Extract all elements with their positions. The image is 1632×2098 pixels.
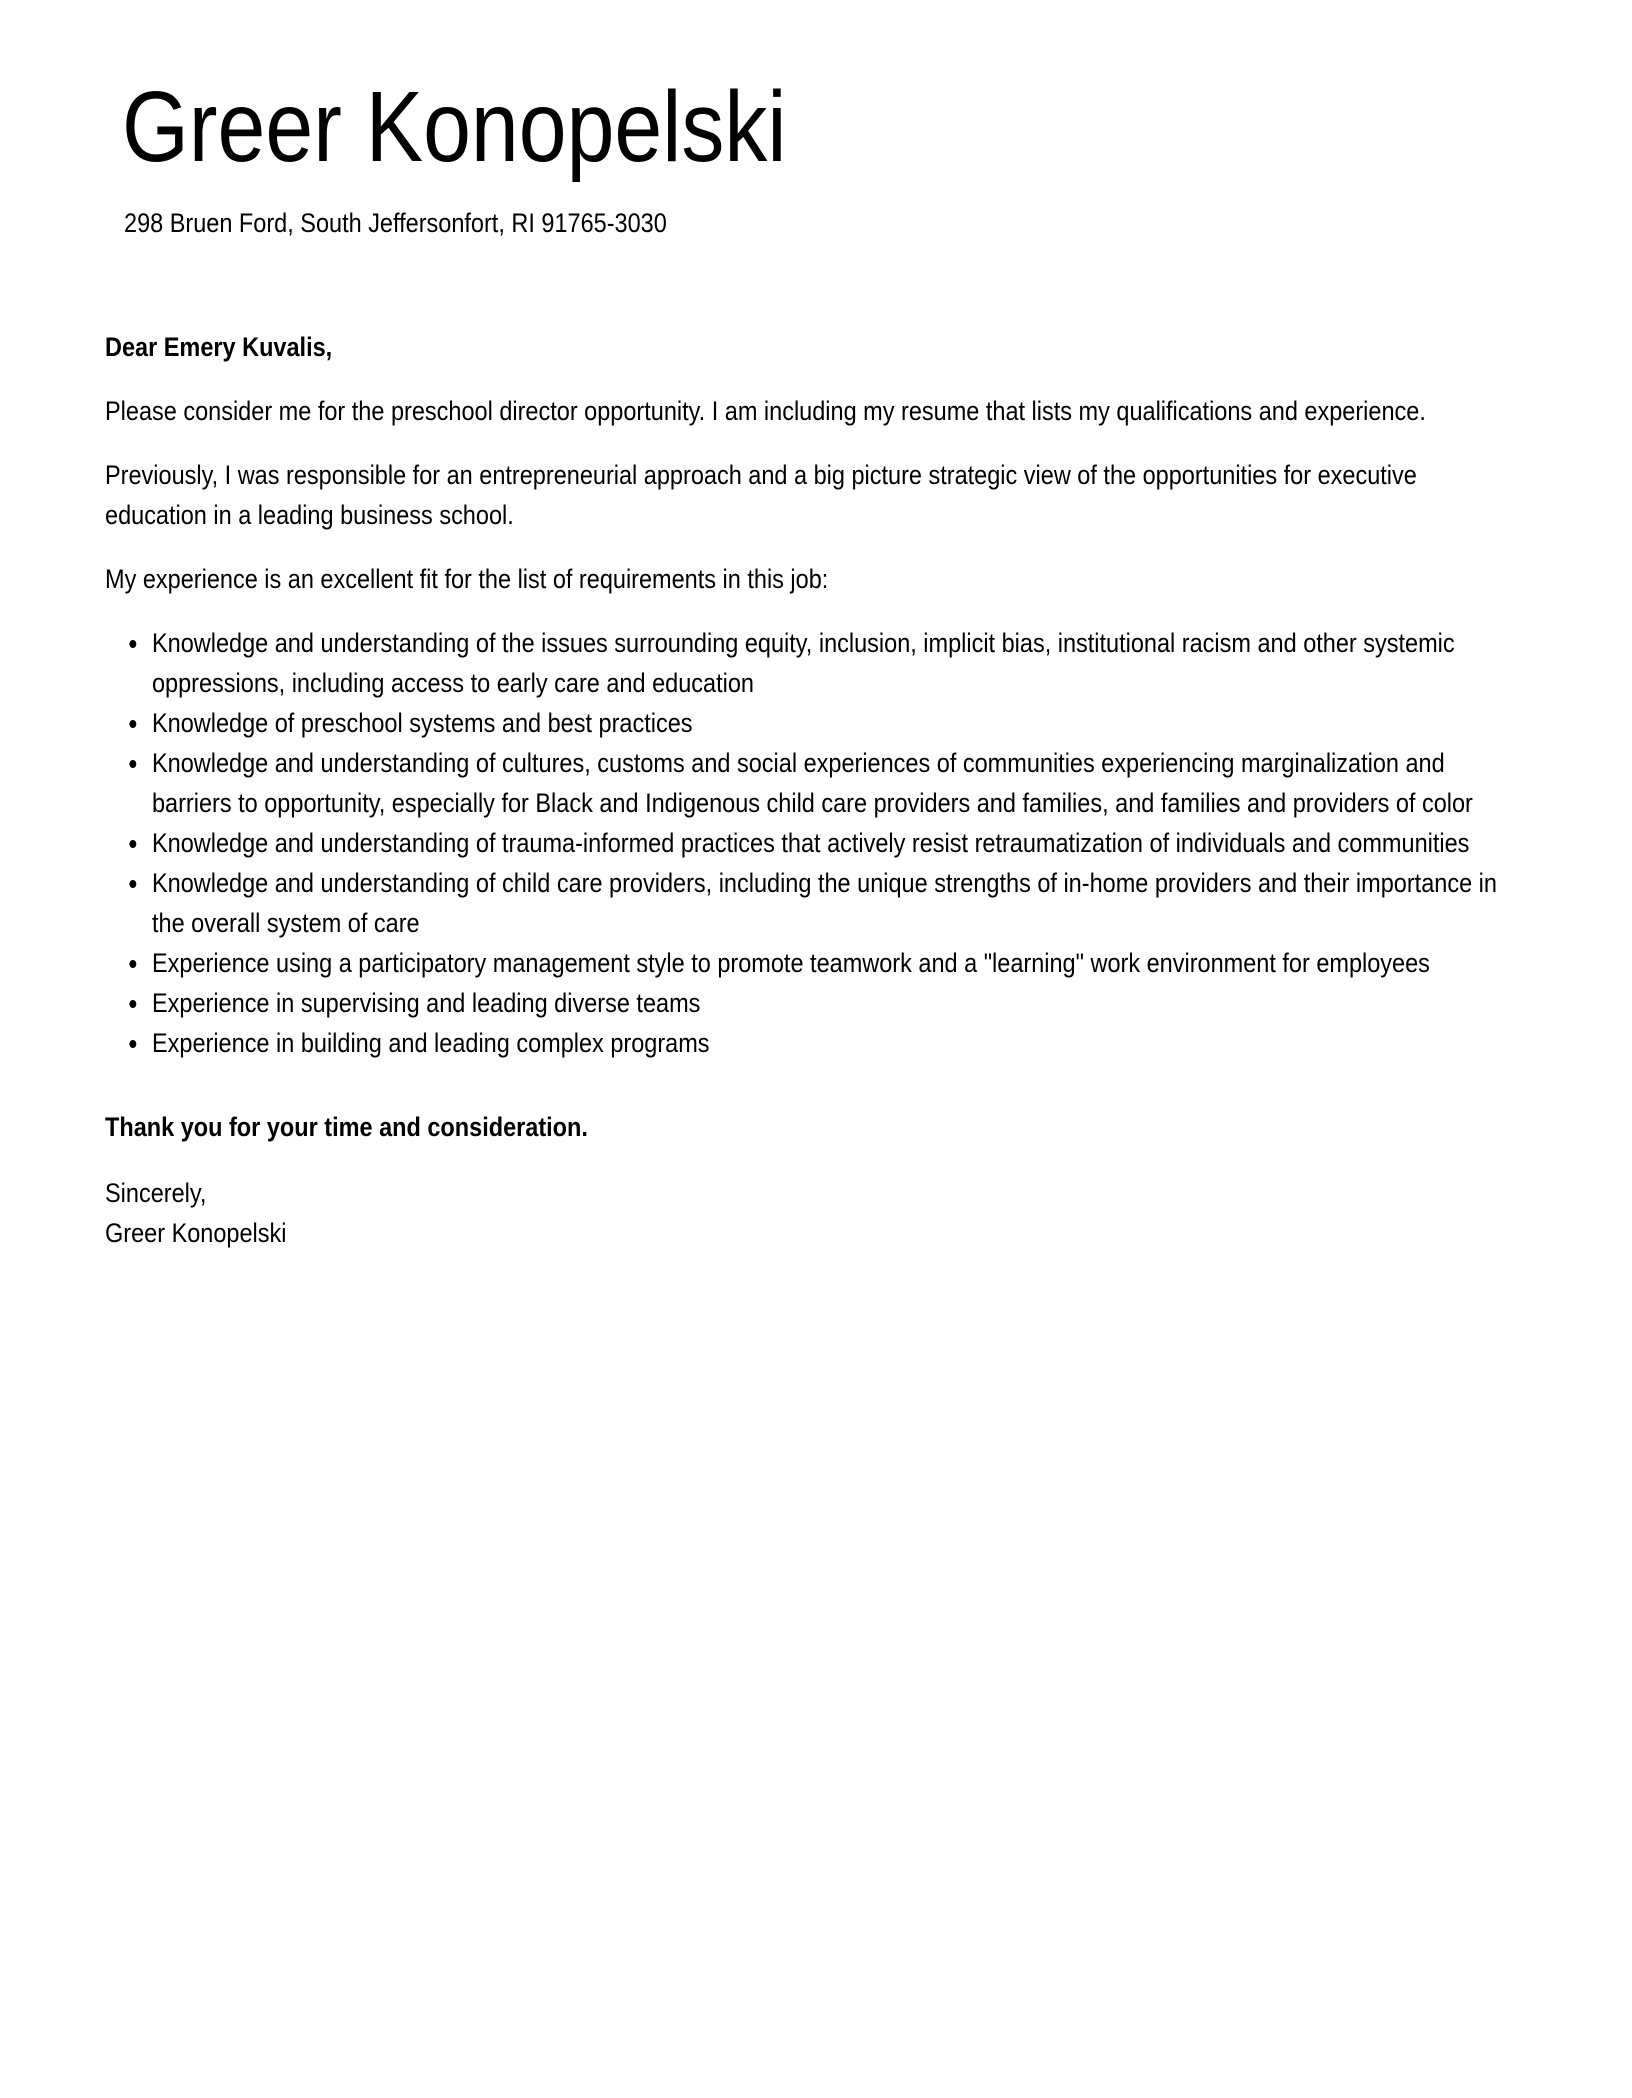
applicant-address: 298 Bruen Ford, South Jeffersonfort, RI 91765-3030 (124, 208, 667, 238)
list-item-text: Knowledge and understanding of trauma-informed practices that actively resist retraumatization of individuals and communities (151, 828, 1470, 858)
list-item-text: Experience using a participatory management style to promote teamwork and a "learning" work environment for employees (151, 948, 1430, 978)
bullet-dot-icon (129, 880, 136, 888)
signature: Greer Konopelski (105, 1218, 287, 1248)
bullet-dot-icon (129, 640, 136, 648)
bullet-dot-icon (129, 960, 136, 968)
list-item (152, 943, 1525, 983)
applicant-name: Greer Konopelski (122, 71, 787, 183)
bullet-dot-icon (129, 760, 136, 768)
bullet-dot-icon (129, 1000, 136, 1008)
list-item-text: Knowledge and understanding of cultures, customs and social experiences of communities experiencing marginalization and barriers to opportunity, especially for Black and Indigenous child care providers and families, and families and providers of color (151, 748, 1473, 818)
list-item (152, 743, 1525, 823)
paragraph-previous-experience: Previously, I was responsible for an entrepreneurial approach and a big picture strategic view of the opportunities for executive education in a leading business school. (105, 460, 1417, 530)
list-item (152, 983, 1525, 1023)
requirements-list (105, 623, 1525, 1063)
list-item-text: Experience in building and leading complex programs (151, 1028, 710, 1058)
salutation: Dear Emery Kuvalis, (105, 332, 333, 362)
paragraph-requirements-lead: My experience is an excellent fit for the list of requirements in this job: (105, 564, 829, 594)
list-item-text: Knowledge and understanding of child care providers, including the unique strengths of in-home providers and their importance in the overall system of care (151, 868, 1497, 938)
signoff-block (105, 1173, 1525, 1253)
signoff: Sincerely, (105, 1178, 207, 1208)
bullet-dot-icon (129, 720, 136, 728)
list-item-text: Knowledge and understanding of the issues surrounding equity, inclusion, implicit bias, institutional racism and other systemic oppressions, including access to early care and education (151, 628, 1455, 698)
list-item (152, 703, 1525, 743)
list-item (152, 1023, 1525, 1063)
bullet-dot-icon (129, 1040, 136, 1048)
letter-body (105, 327, 1525, 1277)
list-item (152, 823, 1525, 863)
paragraph-intro: Please consider me for the preschool director opportunity. I am including my resume that lists my qualifications and experience. (105, 396, 1426, 426)
list-item-text: Experience in supervising and leading diverse teams (151, 988, 701, 1018)
bullet-dot-icon (129, 840, 136, 848)
list-item-text: Knowledge of preschool systems and best practices (151, 708, 693, 738)
list-item (152, 623, 1525, 703)
closing-line: Thank you for your time and consideration. (105, 1112, 588, 1142)
list-item (152, 863, 1525, 943)
